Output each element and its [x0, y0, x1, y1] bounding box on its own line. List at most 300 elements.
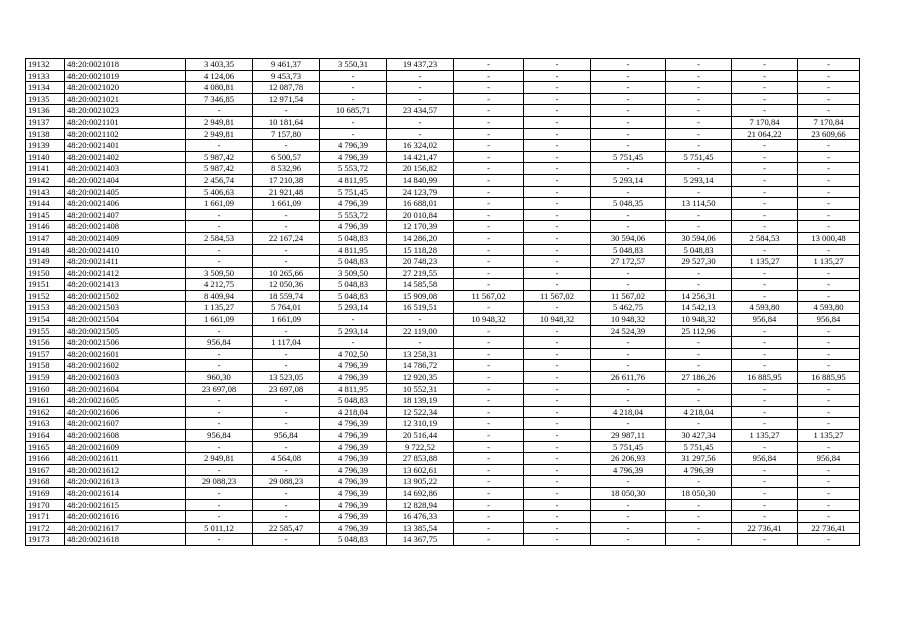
value-cell: 9 453,73 [253, 70, 320, 82]
row-number-cell: 19151 [26, 279, 65, 291]
value-cell: - [666, 163, 732, 175]
value-cell: 10 552,31 [387, 383, 454, 395]
value-cell: - [454, 395, 524, 407]
table-row [26, 534, 860, 546]
value-cell: - [732, 511, 798, 523]
row-number-cell: 19133 [26, 70, 65, 82]
value-cell: 16 476,33 [387, 511, 454, 523]
value-cell: - [524, 256, 591, 268]
cadastral-number-cell: 48:20:0021617 [65, 522, 186, 534]
value-cell: 5 751,45 [591, 441, 666, 453]
value-cell: 4 564,08 [253, 453, 320, 465]
cadastral-number-cell: 48:20:0021412 [65, 267, 186, 279]
value-cell: 9 722,52 [387, 441, 454, 453]
value-cell: - [253, 244, 320, 256]
value-cell: 1 135,27 [186, 302, 253, 314]
table-row [26, 116, 860, 128]
row-number-cell: 19163 [26, 418, 65, 430]
value-cell: - [666, 383, 732, 395]
value-cell: - [253, 534, 320, 546]
value-cell: - [798, 487, 860, 499]
value-cell: - [591, 82, 666, 94]
value-cell: 16 885,95 [732, 372, 798, 384]
value-cell: - [253, 209, 320, 221]
value-cell: - [524, 70, 591, 82]
cadastral-number-cell: 48:20:0021401 [65, 140, 186, 152]
value-cell: 4 593,80 [798, 302, 860, 314]
value-cell: 4 796,39 [320, 522, 387, 534]
value-cell: 2 456,74 [186, 174, 253, 186]
value-cell: 10 685,71 [320, 105, 387, 117]
table-row [26, 221, 860, 233]
table-row [26, 499, 860, 511]
table-row [26, 267, 860, 279]
value-cell: - [186, 395, 253, 407]
cadastral-number-cell: 48:20:0021612 [65, 464, 186, 476]
value-cell: - [186, 534, 253, 546]
table-row [26, 128, 860, 140]
value-cell: - [253, 395, 320, 407]
value-cell: - [524, 476, 591, 488]
value-cell: - [666, 511, 732, 523]
value-cell: - [666, 93, 732, 105]
value-cell: 5 293,14 [591, 174, 666, 186]
value-cell: 4 212,75 [186, 279, 253, 291]
row-number-cell: 19160 [26, 383, 65, 395]
value-cell: 12 087,78 [253, 82, 320, 94]
value-cell: - [798, 476, 860, 488]
row-number-cell: 19132 [26, 59, 65, 71]
row-number-cell: 19159 [26, 372, 65, 384]
value-cell: - [732, 151, 798, 163]
value-cell: 5 553,72 [320, 209, 387, 221]
value-cell: - [732, 267, 798, 279]
value-cell: - [732, 198, 798, 210]
value-cell: - [186, 325, 253, 337]
row-number-cell: 19162 [26, 406, 65, 418]
value-cell: 4 796,39 [320, 487, 387, 499]
value-cell: - [732, 209, 798, 221]
value-cell: - [454, 418, 524, 430]
value-cell: - [186, 140, 253, 152]
cadastral-number-cell: 48:20:0021020 [65, 82, 186, 94]
row-number-cell: 19157 [26, 348, 65, 360]
value-cell: - [732, 186, 798, 198]
value-cell: 4 796,39 [320, 140, 387, 152]
cadastral-number-cell: 48:20:0021102 [65, 128, 186, 140]
value-cell: 4 796,39 [320, 499, 387, 511]
value-cell: 4 811,95 [320, 174, 387, 186]
value-cell: 12 050,36 [253, 279, 320, 291]
value-cell: 17 210,38 [253, 174, 320, 186]
value-cell: 4 796,39 [320, 360, 387, 372]
value-cell: - [454, 302, 524, 314]
value-cell: - [732, 221, 798, 233]
table-row [26, 198, 860, 210]
value-cell: 18 050,30 [666, 487, 732, 499]
row-number-cell: 19156 [26, 337, 65, 349]
value-cell: - [732, 348, 798, 360]
row-number-cell: 19172 [26, 522, 65, 534]
value-cell: - [798, 337, 860, 349]
value-cell: - [798, 511, 860, 523]
table-row [26, 372, 860, 384]
table-row [26, 244, 860, 256]
value-cell: - [454, 93, 524, 105]
value-cell: 14 256,31 [666, 290, 732, 302]
value-cell: - [666, 186, 732, 198]
value-cell: - [732, 174, 798, 186]
row-number-cell: 19167 [26, 464, 65, 476]
value-cell: - [186, 221, 253, 233]
value-cell: - [320, 82, 387, 94]
table-row [26, 279, 860, 291]
value-cell: - [524, 198, 591, 210]
row-number-cell: 19142 [26, 174, 65, 186]
value-cell: - [186, 209, 253, 221]
value-cell: 956,84 [253, 430, 320, 442]
value-cell: - [454, 441, 524, 453]
value-cell: 22 167,24 [253, 232, 320, 244]
value-cell: - [591, 522, 666, 534]
value-cell: 5 751,45 [591, 151, 666, 163]
table-row [26, 418, 860, 430]
value-cell: - [666, 116, 732, 128]
value-cell: 4 702,50 [320, 348, 387, 360]
value-cell: - [320, 93, 387, 105]
value-cell: 4 811,95 [320, 244, 387, 256]
value-cell: - [732, 163, 798, 175]
value-cell: - [524, 487, 591, 499]
value-cell: - [253, 105, 320, 117]
value-cell: 21 921,48 [253, 186, 320, 198]
value-cell: - [591, 499, 666, 511]
value-cell: 14 542,13 [666, 302, 732, 314]
value-cell: 5 048,83 [320, 290, 387, 302]
value-cell: - [186, 418, 253, 430]
cadastral-number-cell: 48:20:0021403 [65, 163, 186, 175]
value-cell: 16 885,95 [798, 372, 860, 384]
cadastral-number-cell: 48:20:0021602 [65, 360, 186, 372]
value-cell: - [732, 383, 798, 395]
table-row [26, 290, 860, 302]
value-cell: 1 661,09 [186, 198, 253, 210]
cadastral-number-cell: 48:20:0021410 [65, 244, 186, 256]
table-row [26, 82, 860, 94]
value-cell: 956,84 [186, 430, 253, 442]
value-cell: 14 840,99 [387, 174, 454, 186]
value-cell: 1 661,09 [253, 198, 320, 210]
cadastral-number-cell: 48:20:0021405 [65, 186, 186, 198]
value-cell: 14 786,72 [387, 360, 454, 372]
cadastral-number-cell: 48:20:0021616 [65, 511, 186, 523]
value-cell: 4 796,39 [591, 464, 666, 476]
cadastral-number-cell: 48:20:0021618 [65, 534, 186, 546]
value-cell: 26 206,93 [591, 453, 666, 465]
value-cell: 18 139,19 [387, 395, 454, 407]
value-cell: - [666, 476, 732, 488]
value-cell: 7 170,84 [798, 116, 860, 128]
value-cell: 5 048,83 [320, 256, 387, 268]
value-cell: 12 170,39 [387, 221, 454, 233]
value-cell: - [666, 209, 732, 221]
value-cell: 5 048,83 [320, 395, 387, 407]
row-number-cell: 19137 [26, 116, 65, 128]
value-cell: - [732, 59, 798, 71]
value-cell: - [524, 534, 591, 546]
value-cell: - [591, 186, 666, 198]
value-cell: 5 011,12 [186, 522, 253, 534]
value-cell: - [524, 360, 591, 372]
table-row [26, 302, 860, 314]
value-cell: 10 948,32 [454, 314, 524, 326]
cadastral-number-cell: 48:20:0021023 [65, 105, 186, 117]
value-cell: - [798, 82, 860, 94]
value-cell: - [524, 464, 591, 476]
value-cell: 22 736,41 [732, 522, 798, 534]
value-cell: - [524, 337, 591, 349]
value-cell: 10 948,32 [666, 314, 732, 326]
row-number-cell: 19158 [26, 360, 65, 372]
value-cell: 14 692,86 [387, 487, 454, 499]
value-cell: - [387, 314, 454, 326]
cadastral-number-cell: 48:20:0021609 [65, 441, 186, 453]
row-number-cell: 19147 [26, 232, 65, 244]
value-cell: 5 293,14 [320, 302, 387, 314]
value-cell: - [387, 116, 454, 128]
value-cell: 12 310,19 [387, 418, 454, 430]
value-cell: - [524, 511, 591, 523]
table-row [26, 232, 860, 244]
value-cell: 2 949,81 [186, 128, 253, 140]
value-cell: - [591, 511, 666, 523]
value-cell: - [454, 360, 524, 372]
table-row [26, 70, 860, 82]
value-cell: - [387, 337, 454, 349]
cadastral-number-cell: 48:20:0021407 [65, 209, 186, 221]
value-cell: 23 697,08 [253, 383, 320, 395]
value-cell: 956,84 [798, 314, 860, 326]
table-row [26, 406, 860, 418]
value-cell: - [186, 511, 253, 523]
value-cell: - [732, 464, 798, 476]
value-cell: - [798, 441, 860, 453]
cadastral-number-cell: 48:20:0021101 [65, 116, 186, 128]
value-cell: - [666, 499, 732, 511]
value-cell: - [524, 93, 591, 105]
cadastral-number-cell: 48:20:0021505 [65, 325, 186, 337]
value-cell: 4 218,04 [320, 406, 387, 418]
value-cell: 5 751,45 [320, 186, 387, 198]
value-cell: - [186, 105, 253, 117]
value-cell: - [454, 163, 524, 175]
value-cell: 11 567,02 [454, 290, 524, 302]
value-cell: - [666, 337, 732, 349]
value-cell: - [454, 59, 524, 71]
value-cell: - [524, 418, 591, 430]
value-cell: 27 172,57 [591, 256, 666, 268]
value-cell: - [732, 290, 798, 302]
cadastral-number-cell: 48:20:0021601 [65, 348, 186, 360]
value-cell: - [732, 487, 798, 499]
value-cell: 30 594,06 [591, 232, 666, 244]
value-cell: - [591, 337, 666, 349]
row-number-cell: 19171 [26, 511, 65, 523]
value-cell: 13 114,50 [666, 198, 732, 210]
value-cell: - [253, 348, 320, 360]
value-cell: - [591, 360, 666, 372]
value-cell: - [666, 70, 732, 82]
value-cell: 4 796,39 [320, 441, 387, 453]
value-cell: 22 736,41 [798, 522, 860, 534]
value-cell: - [732, 360, 798, 372]
value-cell: 956,84 [798, 453, 860, 465]
value-cell: 15 909,08 [387, 290, 454, 302]
row-number-cell: 19140 [26, 151, 65, 163]
value-cell: - [666, 279, 732, 291]
value-cell: - [253, 406, 320, 418]
table-row [26, 337, 860, 349]
row-number-cell: 19165 [26, 441, 65, 453]
row-number-cell: 19139 [26, 140, 65, 152]
value-cell: - [524, 430, 591, 442]
value-cell: - [666, 140, 732, 152]
value-cell: 10 181,64 [253, 116, 320, 128]
value-cell: 13 523,05 [253, 372, 320, 384]
value-cell: 13 258,31 [387, 348, 454, 360]
value-cell: 10 948,32 [591, 314, 666, 326]
cadastral-number-cell: 48:20:0021411 [65, 256, 186, 268]
value-cell: 2 949,81 [186, 116, 253, 128]
value-cell: 27 853,88 [387, 453, 454, 465]
value-cell: - [253, 140, 320, 152]
value-cell: - [454, 82, 524, 94]
value-cell: 18 559,74 [253, 290, 320, 302]
value-cell: 5 048,83 [666, 244, 732, 256]
value-cell: - [591, 128, 666, 140]
row-number-cell: 19155 [26, 325, 65, 337]
value-cell: - [454, 70, 524, 82]
value-cell: 4 796,39 [320, 430, 387, 442]
value-cell: 15 118,28 [387, 244, 454, 256]
table-row [26, 256, 860, 268]
value-cell: 20 516,44 [387, 430, 454, 442]
cadastral-number-cell: 48:20:0021615 [65, 499, 186, 511]
value-cell: 13 000,48 [798, 232, 860, 244]
value-cell: - [732, 93, 798, 105]
row-number-cell: 19148 [26, 244, 65, 256]
value-cell: - [524, 383, 591, 395]
value-cell: 5 048,83 [320, 232, 387, 244]
table-row [26, 464, 860, 476]
value-cell: - [798, 221, 860, 233]
value-cell: 4 796,39 [320, 418, 387, 430]
value-cell: 1 661,09 [186, 314, 253, 326]
value-cell: - [732, 476, 798, 488]
row-number-cell: 19169 [26, 487, 65, 499]
cadastral-number-cell: 48:20:0021504 [65, 314, 186, 326]
value-cell: - [454, 221, 524, 233]
row-number-cell: 19141 [26, 163, 65, 175]
value-cell: 5 293,14 [320, 325, 387, 337]
row-number-cell: 19145 [26, 209, 65, 221]
value-cell: 5 553,72 [320, 163, 387, 175]
value-cell: - [798, 534, 860, 546]
value-cell: - [591, 163, 666, 175]
value-cell: 22 585,47 [253, 522, 320, 534]
value-cell: 11 567,02 [591, 290, 666, 302]
value-cell: - [454, 337, 524, 349]
value-cell: - [454, 151, 524, 163]
cadastral-number-cell: 48:20:0021607 [65, 418, 186, 430]
value-cell: 14 421,47 [387, 151, 454, 163]
table-row [26, 93, 860, 105]
row-number-cell: 19152 [26, 290, 65, 302]
value-cell: - [798, 383, 860, 395]
cadastral-number-cell: 48:20:0021408 [65, 221, 186, 233]
value-cell: - [591, 59, 666, 71]
value-cell: - [798, 70, 860, 82]
table-row [26, 325, 860, 337]
value-cell: - [591, 418, 666, 430]
value-cell: 14 286,20 [387, 232, 454, 244]
value-cell: - [524, 279, 591, 291]
value-cell: 1 135,27 [798, 430, 860, 442]
value-cell: 7 157,80 [253, 128, 320, 140]
table-row [26, 140, 860, 152]
value-cell: - [591, 209, 666, 221]
table-row [26, 186, 860, 198]
value-cell: - [591, 105, 666, 117]
value-cell: - [524, 453, 591, 465]
value-cell: 20 156,82 [387, 163, 454, 175]
value-cell: 5 751,45 [666, 441, 732, 453]
value-cell: 29 088,23 [253, 476, 320, 488]
table-row [26, 105, 860, 117]
row-number-cell: 19173 [26, 534, 65, 546]
value-cell: 19 437,23 [387, 59, 454, 71]
value-cell: - [666, 395, 732, 407]
value-cell: - [186, 406, 253, 418]
value-cell: - [798, 418, 860, 430]
value-cell: - [591, 70, 666, 82]
value-cell: 1 661,09 [253, 314, 320, 326]
value-cell: - [591, 116, 666, 128]
value-cell: 1 135,27 [732, 430, 798, 442]
value-cell: - [454, 267, 524, 279]
value-cell: 4 593,80 [732, 302, 798, 314]
value-cell: 26 611,76 [591, 372, 666, 384]
cadastral-number-cell: 48:20:0021506 [65, 337, 186, 349]
cadastral-number-cell: 48:20:0021613 [65, 476, 186, 488]
table-row [26, 511, 860, 523]
value-cell: - [798, 59, 860, 71]
value-cell: 1 135,27 [732, 256, 798, 268]
value-cell: - [320, 337, 387, 349]
value-cell: - [186, 464, 253, 476]
table-row [26, 348, 860, 360]
value-cell: - [320, 70, 387, 82]
value-cell: - [798, 360, 860, 372]
value-cell: 20 010,84 [387, 209, 454, 221]
value-cell: - [186, 348, 253, 360]
table-row [26, 151, 860, 163]
value-cell: - [591, 267, 666, 279]
value-cell: 5 764,01 [253, 302, 320, 314]
value-cell: 5 048,35 [591, 198, 666, 210]
cadastral-number-cell: 48:20:0021605 [65, 395, 186, 407]
value-cell: - [798, 325, 860, 337]
